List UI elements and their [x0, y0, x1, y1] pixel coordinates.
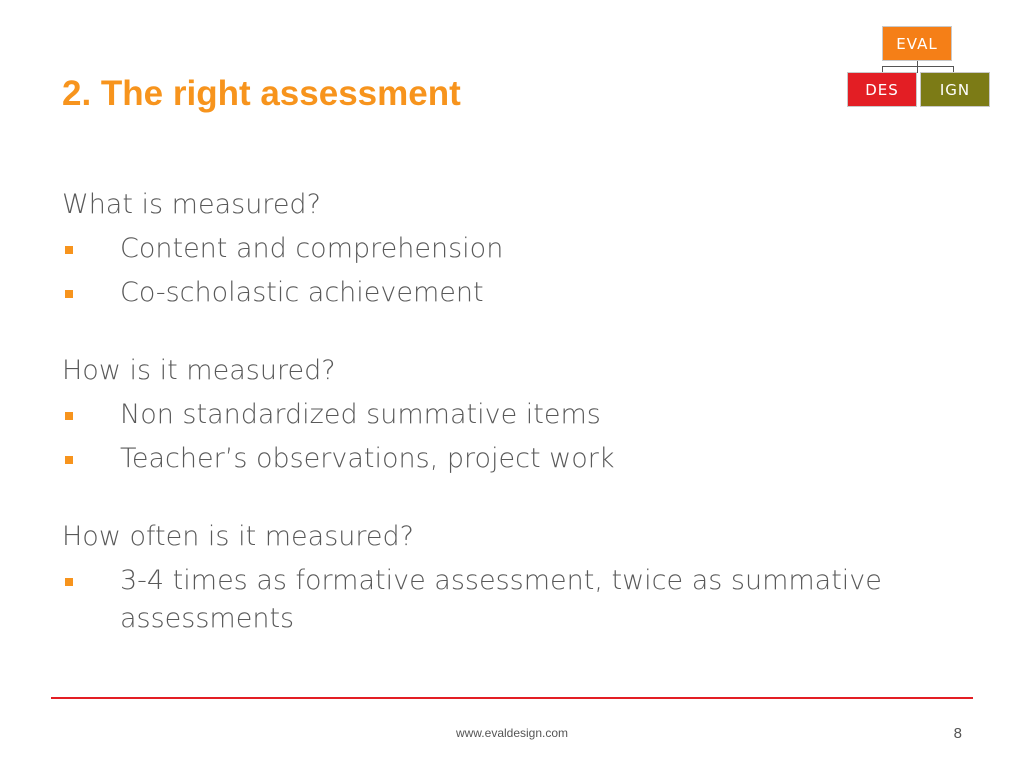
section-heading: How is it measured? — [62, 355, 336, 386]
page-number: 8 — [953, 725, 962, 742]
footer-url: www.evaldesign.com — [455, 726, 569, 740]
bullet-text: Content and comprehension — [120, 233, 504, 264]
logo-eval-box: EVAL — [883, 27, 951, 60]
section-how-often — [62, 518, 962, 638]
section-what — [62, 186, 962, 312]
bullet-item — [62, 274, 962, 312]
square-bullet-icon — [65, 412, 73, 420]
logo-connector — [953, 66, 954, 73]
logo-connector — [882, 66, 883, 73]
footer-divider — [51, 697, 973, 699]
square-bullet-icon — [65, 290, 73, 298]
section-heading: How often is it measured? — [62, 521, 414, 552]
bullet-text: Non standardized summative items — [120, 399, 601, 430]
bullet-text: Co-scholastic achievement — [120, 277, 484, 308]
square-bullet-icon — [65, 578, 73, 586]
bullet-item — [62, 562, 962, 638]
logo-ign-box: IGN — [921, 73, 989, 106]
slide-body — [62, 186, 962, 678]
square-bullet-icon — [65, 456, 73, 464]
bullet-item — [62, 230, 962, 268]
logo-des-box: DES — [848, 73, 916, 106]
bullet-item — [62, 396, 962, 434]
logo-connector — [882, 66, 954, 67]
slide-title: 2. The right assessment — [62, 74, 461, 113]
bullet-text: 3-4 times as formative assessment, twice as summative assessments — [120, 565, 882, 634]
section-how — [62, 352, 962, 478]
square-bullet-icon — [65, 246, 73, 254]
bullet-item — [62, 440, 962, 478]
bullet-text: Teacher’s observations, project work — [120, 443, 615, 474]
section-heading: What is measured? — [62, 189, 321, 220]
